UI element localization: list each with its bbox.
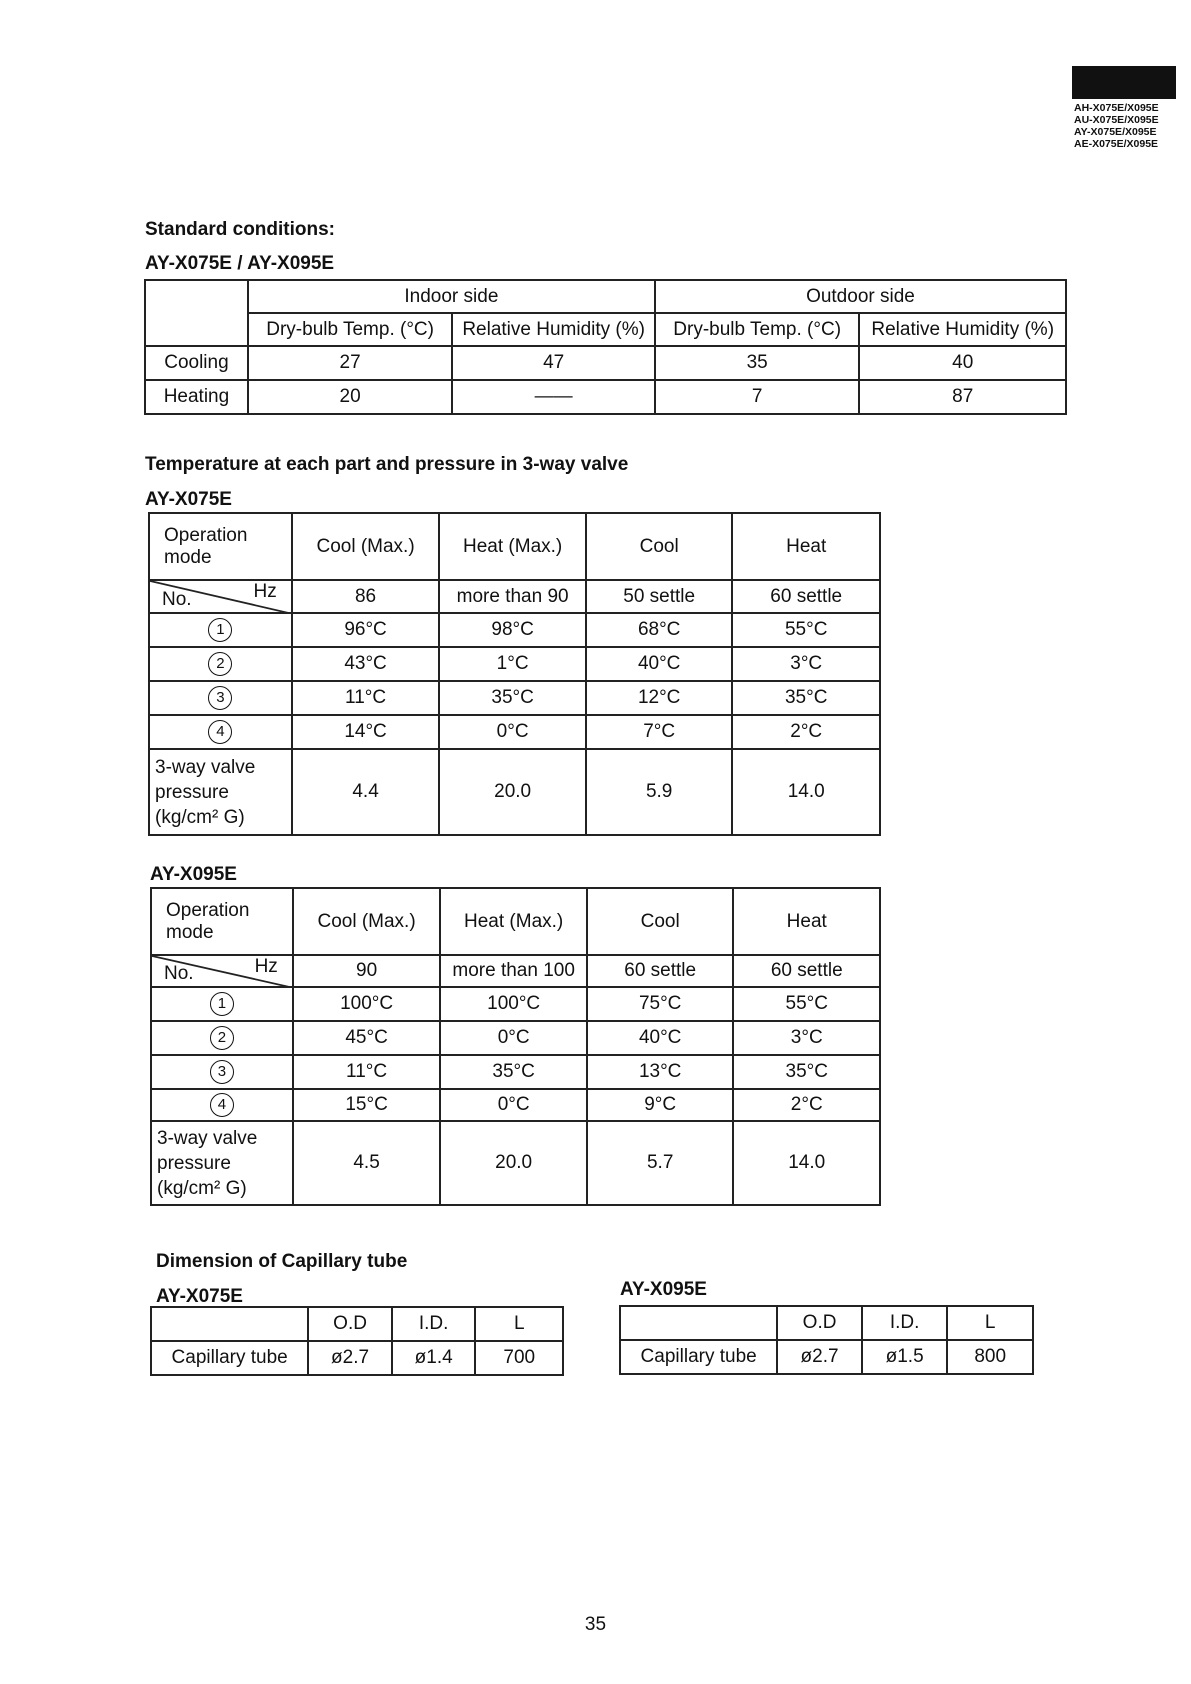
model-line: AE-X075E/X095E — [1074, 138, 1159, 150]
pressure-cell: 5.7 — [587, 1121, 734, 1205]
od-header: O.D — [308, 1307, 392, 1341]
point-number: 2 — [210, 1026, 234, 1050]
hz-cell: 60 settle — [733, 955, 880, 987]
cell: 96°C — [292, 613, 440, 647]
hz-cell: more than 100 — [440, 955, 587, 987]
cell: ø2.7 — [777, 1340, 862, 1374]
hz-cell: more than 90 — [439, 580, 586, 613]
cell: 43°C — [292, 647, 440, 681]
cell: 0°C — [440, 1021, 587, 1055]
table-row — [151, 1021, 880, 1055]
cell: 14°C — [292, 715, 440, 749]
cool-header: Cool — [586, 513, 733, 580]
hz-cell: 60 settle — [587, 955, 734, 987]
pressure-cell: 14.0 — [733, 1121, 880, 1205]
cell: 12°C — [586, 681, 733, 715]
row-label: Heating — [145, 380, 248, 414]
model-line: AH-X075E/X095E — [1074, 102, 1159, 114]
cell: 100°C — [440, 987, 587, 1021]
indoor-humidity-header: Relative Humidity (%) — [452, 313, 655, 346]
table-row — [620, 1340, 1033, 1374]
header-tab — [1072, 66, 1176, 99]
row-label: Cooling — [145, 346, 248, 380]
outdoor-header: Outdoor side — [655, 280, 1066, 313]
cell: 0°C — [440, 1089, 587, 1121]
od-header: O.D — [777, 1306, 862, 1340]
pressure-row — [149, 749, 880, 835]
cell: 2°C — [732, 715, 880, 749]
table-row — [151, 1089, 880, 1121]
cell: 98°C — [439, 613, 586, 647]
capillary-model-x095e: AY-X095E — [620, 1279, 707, 1300]
table-row — [145, 380, 1066, 414]
heat-max-header: Heat (Max.) — [439, 513, 586, 580]
operation-mode-header: Operation mode — [151, 888, 293, 955]
standard-subtitle: AY-X075E / AY-X095E — [145, 253, 335, 274]
standard-title: Standard conditions: — [145, 219, 335, 240]
cell: 0°C — [439, 715, 586, 749]
cell: 11°C — [292, 681, 440, 715]
cell: 75°C — [587, 987, 734, 1021]
indoor-dry-bulb-header: Dry-bulb Temp. (°C) — [248, 313, 452, 346]
capillary-title: Dimension of Capillary tube — [156, 1251, 408, 1272]
point-number: 1 — [210, 992, 234, 1016]
row-label: Capillary tube — [151, 1341, 308, 1375]
operation-mode-header: Operation mode — [149, 513, 292, 580]
cell: 100°C — [293, 987, 441, 1021]
point-number: 3 — [208, 686, 232, 710]
cell: 40°C — [587, 1021, 734, 1055]
no-label: No. — [164, 963, 194, 984]
cell: 27 — [248, 346, 452, 380]
row-label: Capillary tube — [620, 1340, 777, 1374]
temperature-title: Temperature at each part and pressure in 3-way valve — [145, 454, 629, 475]
pressure-label: 3-way valve pressure (kg/cm² G) — [151, 1121, 293, 1205]
cell: 3°C — [732, 647, 880, 681]
cell: 35°C — [733, 1055, 880, 1089]
hz-label: Hz — [254, 956, 278, 977]
cell: 35°C — [439, 681, 586, 715]
cell: 15°C — [293, 1089, 441, 1121]
cell: 20 — [248, 380, 452, 414]
cell: 40 — [859, 346, 1066, 380]
no-label: No. — [162, 589, 192, 610]
no-hz-diagonal-cell — [149, 580, 292, 613]
hz-cell: 60 settle — [732, 580, 880, 613]
indoor-header: Indoor side — [248, 280, 655, 313]
heat-header: Heat — [732, 513, 880, 580]
table-row — [149, 715, 880, 749]
cell: 3°C — [733, 1021, 880, 1055]
pressure-cell: 20.0 — [440, 1121, 587, 1205]
outdoor-dry-bulb-header: Dry-bulb Temp. (°C) — [655, 313, 859, 346]
cell: ø1.4 — [392, 1341, 476, 1375]
model-list — [1074, 102, 1159, 150]
temperature-table-x095e — [150, 887, 881, 1206]
cell: 45°C — [293, 1021, 441, 1055]
point-number: 4 — [210, 1093, 234, 1117]
cell: 800 — [947, 1340, 1033, 1374]
temperature-table-x075e — [148, 512, 881, 836]
cell: 35°C — [440, 1055, 587, 1089]
corner-cell — [620, 1306, 777, 1340]
page-number: 35 — [584, 1614, 607, 1635]
cell: 2°C — [733, 1089, 880, 1121]
no-hz-diagonal-cell — [151, 955, 293, 987]
id-header: I.D. — [862, 1306, 948, 1340]
capillary-model-x075e: AY-X075E — [156, 1286, 243, 1307]
model-line: AY-X075E/X095E — [1074, 126, 1157, 138]
hz-cell: 50 settle — [586, 580, 733, 613]
table-row — [149, 613, 880, 647]
hz-cell: 86 — [292, 580, 440, 613]
table-row — [149, 647, 880, 681]
hz-label: Hz — [253, 581, 277, 602]
pressure-cell: 4.4 — [292, 749, 440, 835]
heat-max-header: Heat (Max.) — [440, 888, 587, 955]
cell: 55°C — [732, 613, 880, 647]
id-header: I.D. — [392, 1307, 476, 1341]
corner-cell — [151, 1307, 308, 1341]
table-row — [149, 681, 880, 715]
length-header: L — [947, 1306, 1033, 1340]
cell: ø2.7 — [308, 1341, 392, 1375]
point-number: 2 — [208, 652, 232, 676]
heat-header: Heat — [733, 888, 880, 955]
cell: 40°C — [586, 647, 733, 681]
pressure-cell: 14.0 — [732, 749, 880, 835]
cool-max-header: Cool (Max.) — [292, 513, 440, 580]
cell: 7 — [655, 380, 859, 414]
temperature-model-x075e: AY-X075E — [145, 489, 232, 510]
point-number: 4 — [208, 720, 232, 744]
cell: 35°C — [732, 681, 880, 715]
cool-header: Cool — [587, 888, 734, 955]
pressure-cell: 20.0 — [439, 749, 586, 835]
capillary-table-x095e — [619, 1305, 1034, 1375]
table-row — [151, 1055, 880, 1089]
cell: —— — [452, 380, 655, 414]
pressure-cell: 4.5 — [293, 1121, 441, 1205]
cell: 13°C — [587, 1055, 734, 1089]
table-row — [145, 346, 1066, 380]
cell: 9°C — [587, 1089, 734, 1121]
temperature-model-x095e: AY-X095E — [150, 864, 237, 885]
cell: 7°C — [586, 715, 733, 749]
cell: 11°C — [293, 1055, 441, 1089]
cell: 87 — [859, 380, 1066, 414]
point-number: 1 — [208, 618, 232, 642]
cell: 55°C — [733, 987, 880, 1021]
length-header: L — [475, 1307, 563, 1341]
pressure-cell: 5.9 — [586, 749, 733, 835]
cell: 1°C — [439, 647, 586, 681]
outdoor-humidity-header: Relative Humidity (%) — [859, 313, 1066, 346]
pressure-row — [151, 1121, 880, 1205]
capillary-table-x075e — [150, 1306, 564, 1376]
point-number: 3 — [210, 1060, 234, 1084]
standard-table — [144, 279, 1067, 415]
cell: 700 — [475, 1341, 563, 1375]
cell: 35 — [655, 346, 859, 380]
cell: ø1.5 — [862, 1340, 948, 1374]
model-line: AU-X075E/X095E — [1074, 114, 1159, 126]
table-row — [151, 987, 880, 1021]
pressure-label: 3-way valve pressure (kg/cm² G) — [149, 749, 292, 835]
table-row — [151, 1341, 563, 1375]
corner-cell — [145, 280, 248, 346]
hz-cell: 90 — [293, 955, 441, 987]
cool-max-header: Cool (Max.) — [293, 888, 441, 955]
cell: 68°C — [586, 613, 733, 647]
cell: 47 — [452, 346, 655, 380]
